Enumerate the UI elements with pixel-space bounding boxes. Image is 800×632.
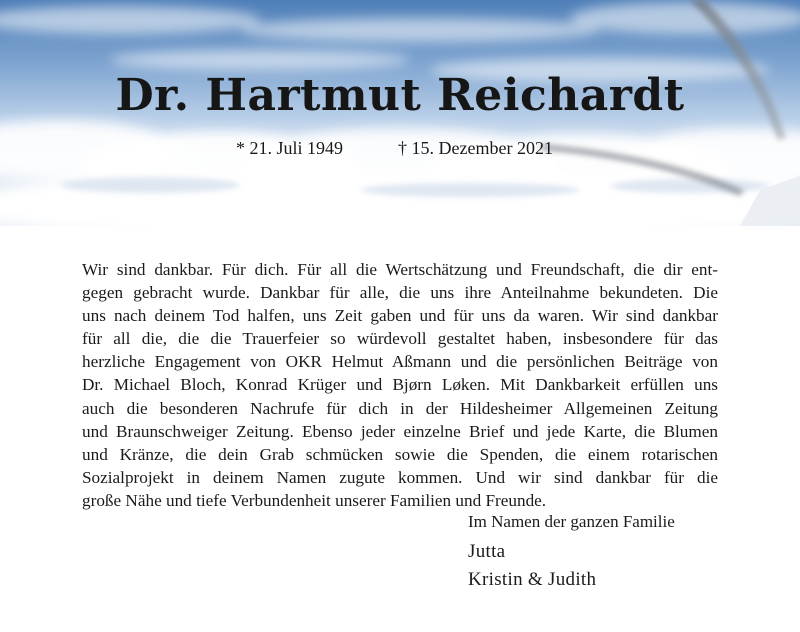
text-line: große Nähe und tiefe Verbundenheit unserer Familien und Freunde.: [82, 490, 547, 510]
text-line: uns nach deinem Tod halfen, uns Zeit gaben und für uns da waren. Wir sind dankbar: [82, 306, 718, 326]
text-line: herzliche Engagement von OKR Helmut Aßmann und die persönlichen Beiträge von: [82, 352, 718, 372]
sky-header: [0, 0, 800, 226]
deceased-name: Dr. Hartmut Reichardt: [115, 70, 685, 121]
birth-date: * 21. Juli 1949: [236, 138, 344, 158]
death-date: † 15. Dezember 2021: [398, 138, 553, 158]
text-line: und Kränze, die dein Grab schmücken sowie die Spenden, die einem rotarischen: [82, 444, 718, 464]
thank-you-text: [82, 258, 718, 512]
text-line: gegen gebracht wurde. Dankbar für alle, die uns ihre Anteilnahme bekundeten. Die: [82, 283, 718, 303]
text-line: und Braunschweiger Zeitung. Ebenso jeder einzelne Brief und jede Karte, die Blumen: [82, 421, 718, 441]
text-line: Wir sind dankbar. Für dich. Für all die Wertschätzung und Freundschaft, die dir ent-: [82, 260, 718, 279]
text-line: für all die, die die Trauerfeier so würdevoll gestaltet haben, insbesondere für das: [82, 329, 718, 349]
signature-name-2: Kristin & Judith: [468, 569, 597, 590]
text-line: Sozialprojekt in deinem Namen zugute kommen. Und wir sind dankbar für die: [82, 467, 718, 487]
text-line: auch die besonderen Nachrufe für dich in der Hildesheimer Allgemeinen Zeitung: [82, 398, 718, 418]
text-line: Dr. Michael Bloch, Konrad Krüger und Bjørn Løken. Mit Dankbarkeit erfüllen uns: [82, 375, 718, 395]
signature-intro: Im Namen der ganzen Familie: [468, 512, 675, 531]
signature-name-1: Jutta: [468, 541, 506, 562]
